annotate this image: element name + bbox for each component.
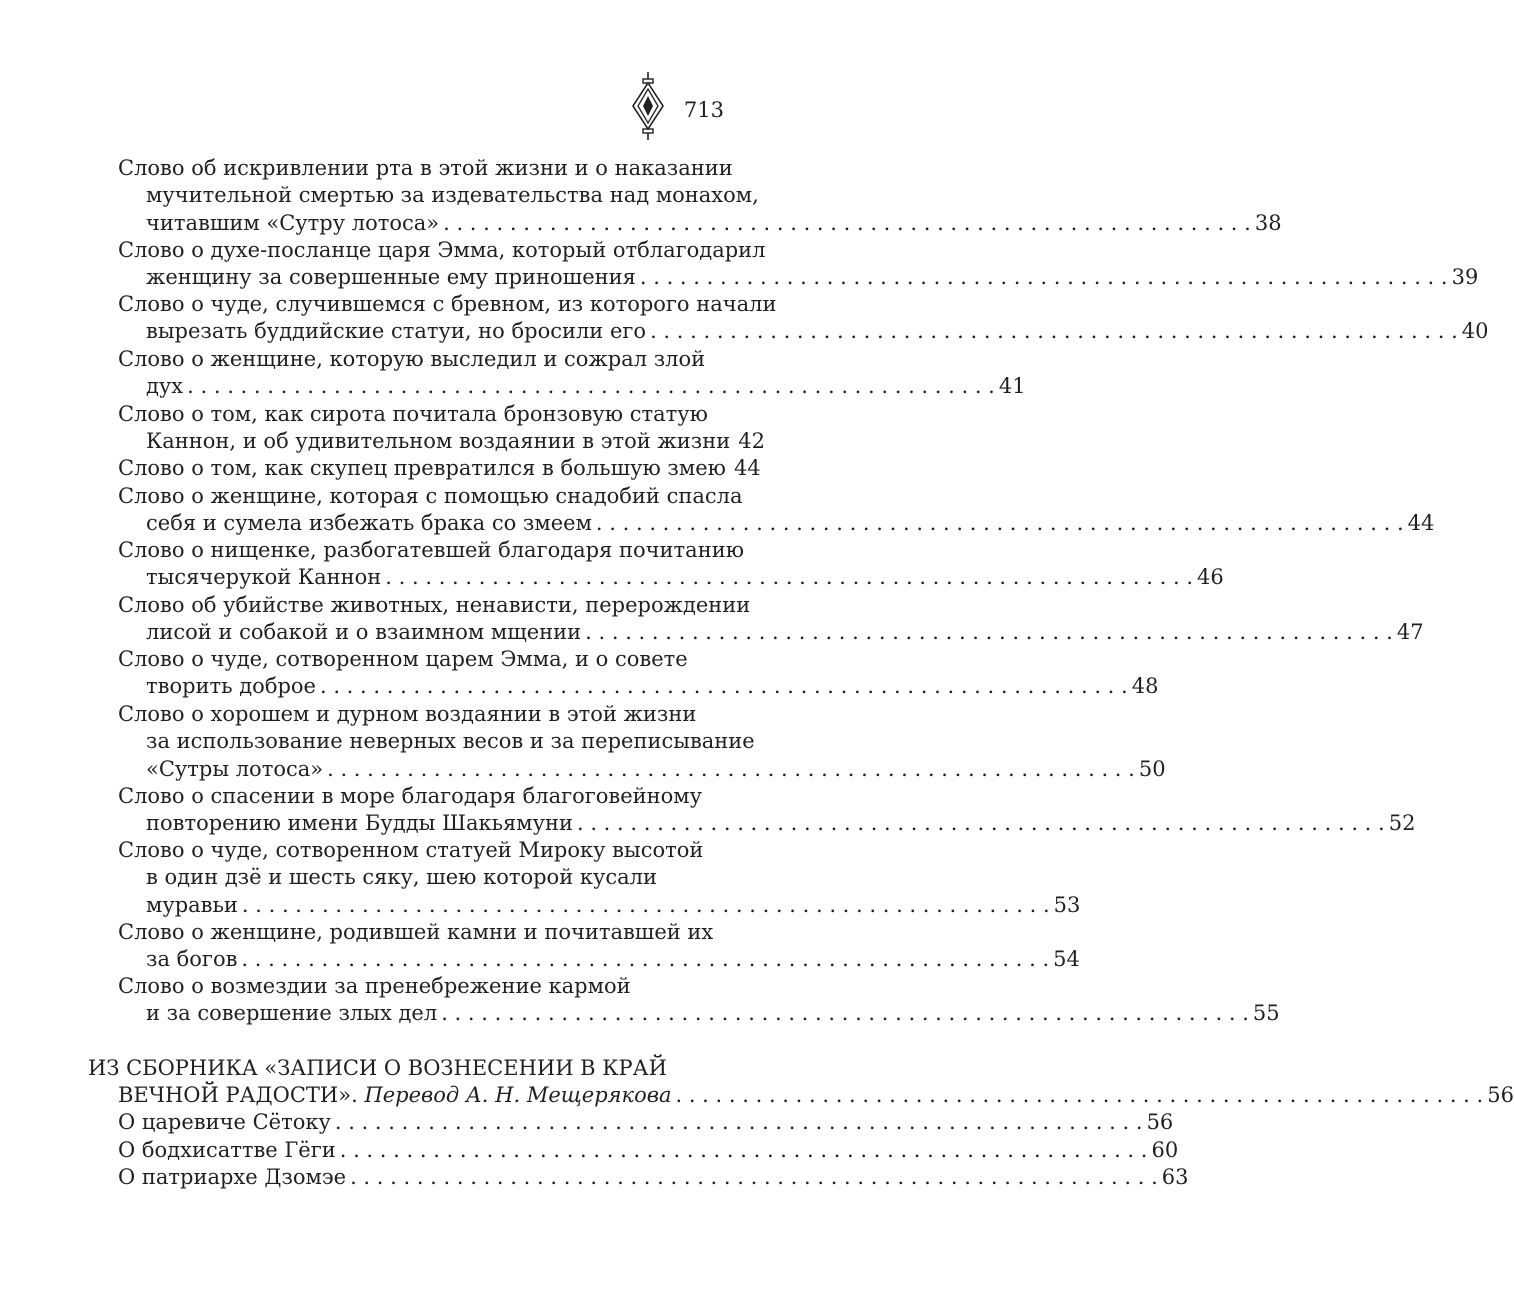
dot-leader <box>441 1000 1249 1027</box>
toc-entry-line: Слово о женщине, которая с помощью снадобий спасла <box>118 484 743 508</box>
toc-entry-text: «Сутры лотоса» <box>146 756 324 781</box>
dot-leader <box>335 1109 1143 1136</box>
toc-entry <box>118 401 765 456</box>
dot-leader <box>443 210 1251 237</box>
toc-entry-line: Слово об искривлении рта в этой жизни и о наказании <box>118 156 733 180</box>
toc-page-number: 39 <box>1451 265 1479 290</box>
toc-entry <box>118 919 1080 974</box>
toc-entry-text: повторению имени Будды Шакьямуни <box>146 811 573 836</box>
toc-page-number: 54 <box>1053 947 1080 972</box>
dot-leader <box>187 373 995 400</box>
toc-entry-last-line <box>118 946 1080 973</box>
toc-entry-text: читавшим «Сутру лотоса» <box>146 210 440 235</box>
toc-entry <box>118 237 1479 292</box>
toc-page-number: 48 <box>1131 674 1159 699</box>
toc-entry-line: мучительной смертью за издевательства над монахом, <box>146 183 759 208</box>
toc-entry-last-line <box>118 455 761 482</box>
toc-page-number: 46 <box>1197 565 1224 590</box>
toc-subentry <box>118 1164 1189 1191</box>
toc-entry-line: Слово о нищенке, разбогатевшей благодаря почитанию <box>118 538 744 562</box>
dot-leader <box>596 510 1404 537</box>
section-title-last-line <box>88 1082 1514 1109</box>
toc-page-number: 56 <box>1487 1083 1514 1108</box>
toc-entry-last-line <box>118 264 1479 291</box>
toc-entry-last-line <box>118 892 1081 919</box>
dot-leader <box>640 264 1448 291</box>
toc-entry <box>118 537 1224 592</box>
toc-entry-last-line <box>118 673 1159 700</box>
toc-entry <box>118 646 1159 701</box>
toc-entry-last-line <box>118 756 1166 783</box>
toc-entry-line: Слово о чуде, сотворенном статуей Мироку высотой <box>118 838 704 862</box>
toc-entry-text: творить доброе <box>146 674 316 699</box>
toc-entry-line: Слово об убийстве животных, ненависти, перерождении <box>118 593 751 617</box>
toc-entry-last-line <box>118 810 1416 837</box>
toc-entry-text: лисой и собакой и о взаимном мщении <box>146 620 582 645</box>
toc-entry-text: Каннон, и об удивительном воздаянии в этой жизни <box>146 429 731 454</box>
toc-entry-text: Слово о том, как скупец превратился в большую змею <box>118 456 726 480</box>
dot-leader <box>350 1164 1158 1191</box>
toc-entry-line: Слово о возмездии за пренебрежение кармой <box>118 974 631 998</box>
section-title-text <box>118 1082 671 1109</box>
toc-page-number: 38 <box>1254 210 1282 235</box>
toc-page-number: 60 <box>1151 1138 1179 1162</box>
toc-page-number: 55 <box>1252 1001 1280 1026</box>
toc-entry-last-line <box>118 373 1026 400</box>
toc-page-number: 47 <box>1396 620 1424 645</box>
toc-entry-line: Слово о чуде, сотворенном царем Эмма, и о совете <box>118 647 688 671</box>
toc-entry-text: и за совершение злых дел <box>146 1001 438 1026</box>
toc-entry-text: О царевиче Сётоку <box>118 1110 331 1134</box>
section-title-end: ВЕЧНОЙ РАДОСТИ». <box>118 1083 358 1108</box>
toc-entry-line: Слово о духе-посланце царя Эмма, который отблагодарил <box>118 238 766 262</box>
toc-entry-text: муравьи <box>146 892 238 917</box>
toc-entry-text: вырезать буддийские статуи, но бросили его <box>146 319 647 344</box>
toc-page-number: 41 <box>998 374 1026 399</box>
toc-entry-last-line <box>118 1164 1189 1191</box>
toc-entry-text: за богов <box>146 947 238 972</box>
toc-entry-last-line <box>118 1000 1280 1027</box>
dot-leader <box>650 318 1458 345</box>
toc-entry-last-line <box>118 428 765 455</box>
toc-entry-line: за использование неверных весов и за переписывание <box>146 729 755 754</box>
toc-entry-line: Слово о хорошем и дурном воздаянии в этой жизни <box>118 702 697 726</box>
toc-entry-last-line <box>118 619 1424 646</box>
toc-subentry <box>118 1109 1174 1136</box>
toc-page-number: 50 <box>1138 756 1166 781</box>
toc-entry-text: женщину за совершенные ему приношения <box>146 265 636 290</box>
dot-leader <box>340 1137 1148 1164</box>
toc-page-number: 53 <box>1053 892 1081 917</box>
dot-leader <box>242 892 1050 919</box>
translator-credit: Перевод А. Н. Мещерякова <box>364 1083 672 1108</box>
toc-entry <box>118 973 1280 1028</box>
toc-page-number: 52 <box>1388 811 1416 836</box>
toc-entry-line: Слово о женщине, родившей камни и почитавшей их <box>118 920 714 944</box>
toc-page-number: 42 <box>738 429 765 454</box>
section-title-line: ИЗ СБОРНИКА «ЗАПИСИ О ВОЗНЕСЕНИИ В КРАЙ <box>88 1056 667 1080</box>
toc-entry-last-line <box>118 210 1282 237</box>
toc-entry-line: Слово о женщине, которую выследил и сожрал злой <box>118 347 706 371</box>
page-number: 713 <box>683 98 724 122</box>
dot-leader <box>585 619 1393 646</box>
toc-entry <box>118 346 1026 401</box>
toc-entry-last-line <box>118 510 1435 537</box>
toc-entry-text: себя и сумела избежать брака со змеем <box>146 511 592 536</box>
dot-leader <box>385 564 1193 591</box>
dot-leader <box>241 946 1049 973</box>
dot-leader <box>320 673 1128 700</box>
toc-entry-line: Слово о спасении в море благодаря благоговейному <box>118 784 703 808</box>
toc-entry-text: тысячерукой Каннон <box>146 565 382 590</box>
toc-page-number: 44 <box>733 456 761 480</box>
toc-page-number: 44 <box>1407 511 1435 536</box>
toc-entry-last-line <box>118 1109 1174 1136</box>
toc-entry-text: дух <box>146 374 184 399</box>
toc-entry <box>118 592 1424 647</box>
toc-entry <box>118 455 761 482</box>
toc-entry-line: Слово о чуде, случившемся с бревном, из которого начали <box>118 292 777 316</box>
toc-entry <box>118 483 1435 538</box>
toc-page-number: 63 <box>1161 1165 1189 1189</box>
toc-entry-last-line <box>118 564 1224 591</box>
toc-entry <box>118 291 1489 346</box>
toc-entry-line: в один дзё и шесть сяку, шею которой кусали <box>146 865 657 890</box>
toc-entry-text: О патриархе Дзомэе <box>118 1165 347 1189</box>
toc-entry-line: Слово о том, как сирота почитала бронзовую статую <box>118 402 708 426</box>
toc-page-number: 40 <box>1461 319 1489 344</box>
toc-entry-last-line <box>118 1137 1179 1164</box>
toc-entry <box>118 783 1416 838</box>
toc-entry-last-line <box>118 318 1489 345</box>
toc-entry-text: О бодхисаттве Гёги <box>118 1138 336 1162</box>
dot-leader <box>577 810 1385 837</box>
toc-entry <box>118 837 1081 919</box>
toc-section-heading <box>88 1055 1514 1110</box>
lantern-ornament-icon <box>630 70 666 142</box>
toc-entry <box>118 155 1282 237</box>
toc-subentry <box>118 1137 1179 1164</box>
dot-leader <box>327 756 1135 783</box>
toc-entry <box>118 701 1166 783</box>
dot-leader <box>675 1082 1483 1109</box>
toc-page-number: 56 <box>1146 1110 1174 1134</box>
